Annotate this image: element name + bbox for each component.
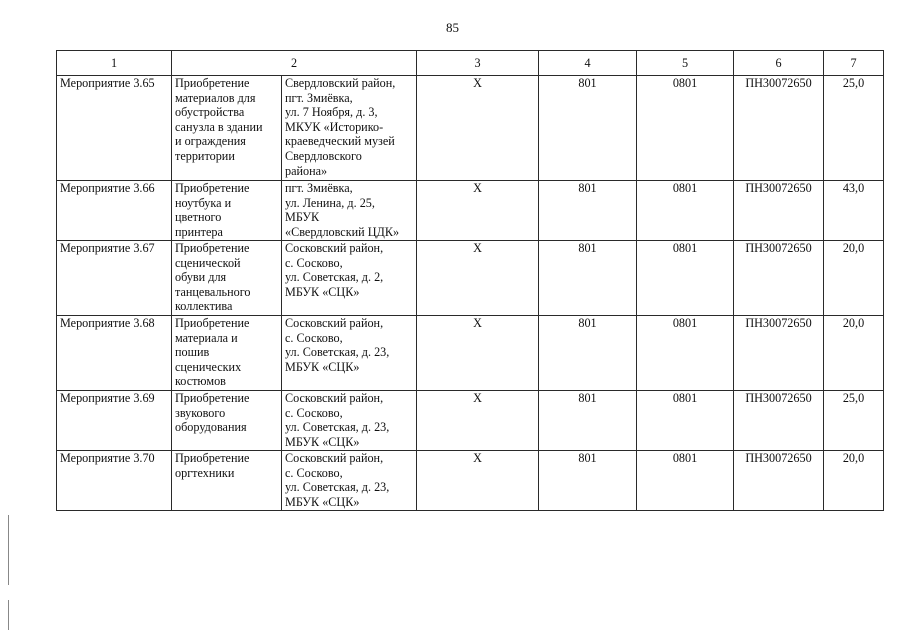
location-cell <box>282 76 417 181</box>
col5-cell: 0801 <box>637 76 734 181</box>
location-line: Свердловский район, <box>285 76 396 90</box>
measure-cell: Мероприятие 3.69 <box>57 391 172 451</box>
col7-cell: 20,0 <box>824 316 884 391</box>
col4-cell: 801 <box>539 181 637 241</box>
location-line: пгт. Змиёвка, <box>285 181 353 195</box>
name-line: ноутбука и <box>175 195 232 210</box>
location-line: краеведческий музей <box>285 134 395 149</box>
column-header: 2 <box>172 51 417 76</box>
name-line: пошив <box>175 345 210 360</box>
name-line: материала и <box>175 330 238 345</box>
col6-cell: ПН30072650 <box>734 241 824 316</box>
col7-cell: 43,0 <box>824 181 884 241</box>
name-cell <box>172 76 282 181</box>
name-line: коллектива <box>175 299 233 314</box>
column-header: 7 <box>824 51 884 76</box>
name-line: сценических <box>175 359 242 374</box>
col7-cell: 20,0 <box>824 241 884 316</box>
name-line: костюмов <box>175 374 226 389</box>
table-row <box>57 181 884 241</box>
col4-cell: 801 <box>539 451 637 511</box>
name-line: звукового <box>175 405 226 420</box>
measures-table <box>56 50 884 511</box>
name-line: и ограждения <box>175 134 246 149</box>
location-cell <box>282 451 417 511</box>
col3-cell: Х <box>417 76 539 181</box>
location-line: с. Сосково, <box>285 465 343 480</box>
col3-cell: Х <box>417 181 539 241</box>
location-cell <box>282 316 417 391</box>
col4-cell: 801 <box>539 316 637 391</box>
name-cell <box>172 241 282 316</box>
name-line: Приобретение <box>175 451 250 465</box>
name-line: оборудования <box>175 420 247 435</box>
page-number: 85 <box>446 20 459 35</box>
location-line: «Свердловский ЦДК» <box>285 224 400 239</box>
location-line: с. Сосково, <box>285 405 343 420</box>
location-line: ул. Советская, д. 2, <box>285 270 384 285</box>
col5-cell: 0801 <box>637 391 734 451</box>
col6-cell: ПН30072650 <box>734 316 824 391</box>
name-cell <box>172 181 282 241</box>
name-line: Приобретение <box>175 76 250 90</box>
location-line: с. Сосково, <box>285 255 343 270</box>
location-line: Сосковский район, <box>285 241 384 255</box>
col5-cell: 0801 <box>637 241 734 316</box>
table-row <box>57 316 884 391</box>
location-line: пгт. Змиёвка, <box>285 90 353 105</box>
location-line: МБУК «СЦК» <box>285 434 360 449</box>
location-line: ул. Советская, д. 23, <box>285 420 390 435</box>
location-line: ул. Советская, д. 23, <box>285 345 390 360</box>
name-line: обустройства <box>175 105 245 120</box>
location-line: МБУК «СЦК» <box>285 284 360 299</box>
name-line: обуви для <box>175 270 227 285</box>
table-row <box>57 241 884 316</box>
name-line: Приобретение <box>175 181 250 195</box>
name-line: цветного <box>175 210 222 225</box>
name-line: принтера <box>175 224 223 239</box>
col7-cell: 20,0 <box>824 451 884 511</box>
location-line: ул. 7 Ноября, д. 3, <box>285 105 378 120</box>
col4-cell: 801 <box>539 241 637 316</box>
name-cell <box>172 451 282 511</box>
location-cell <box>282 241 417 316</box>
location-line: Сосковский район, <box>285 316 384 330</box>
col6-cell: ПН30072650 <box>734 391 824 451</box>
col4-cell: 801 <box>539 76 637 181</box>
col3-cell: Х <box>417 316 539 391</box>
col5-cell: 0801 <box>637 181 734 241</box>
col6-cell: ПН30072650 <box>734 451 824 511</box>
column-header: 6 <box>734 51 824 76</box>
name-line: оргтехники <box>175 465 235 480</box>
col3-cell: Х <box>417 391 539 451</box>
location-line: с. Сосково, <box>285 330 343 345</box>
location-line: МБУК «СЦК» <box>285 359 360 374</box>
name-line: Приобретение <box>175 391 250 405</box>
location-line: МКУК «Историко- <box>285 119 384 134</box>
col7-cell: 25,0 <box>824 391 884 451</box>
location-cell <box>282 181 417 241</box>
col5-cell: 0801 <box>637 316 734 391</box>
location-line: района» <box>285 163 328 178</box>
col4-cell: 801 <box>539 391 637 451</box>
col3-cell: Х <box>417 451 539 511</box>
location-line: Сосковский район, <box>285 451 384 465</box>
name-cell <box>172 316 282 391</box>
measure-cell: Мероприятие 3.67 <box>57 241 172 316</box>
name-line: Приобретение <box>175 316 250 330</box>
location-line: ул. Ленина, д. 25, <box>285 195 375 210</box>
name-line: территории <box>175 148 235 163</box>
col7-cell: 25,0 <box>824 76 884 181</box>
table-row <box>57 451 884 511</box>
measure-cell: Мероприятие 3.70 <box>57 451 172 511</box>
column-header: 4 <box>539 51 637 76</box>
table-row <box>57 391 884 451</box>
table-row <box>57 76 884 181</box>
name-line: танцевального <box>175 284 251 299</box>
measure-cell: Мероприятие 3.66 <box>57 181 172 241</box>
measure-cell: Мероприятие 3.68 <box>57 316 172 391</box>
col6-cell: ПН30072650 <box>734 181 824 241</box>
measure-cell: Мероприятие 3.65 <box>57 76 172 181</box>
col6-cell: ПН30072650 <box>734 76 824 181</box>
location-line: Сосковский район, <box>285 391 384 405</box>
name-line: санузла в здании <box>175 119 263 134</box>
header-row <box>57 51 884 76</box>
scan-margin-mark <box>8 600 9 630</box>
col5-cell: 0801 <box>637 451 734 511</box>
col3-cell: Х <box>417 241 539 316</box>
column-header: 1 <box>57 51 172 76</box>
location-line: МБУК «СЦК» <box>285 494 360 509</box>
scan-margin-mark <box>8 515 9 585</box>
name-line: Приобретение <box>175 241 250 255</box>
name-line: материалов для <box>175 90 256 105</box>
location-line: Свердловского <box>285 148 362 163</box>
name-line: сценической <box>175 255 241 270</box>
location-cell <box>282 391 417 451</box>
name-cell <box>172 391 282 451</box>
column-header: 5 <box>637 51 734 76</box>
column-header: 3 <box>417 51 539 76</box>
location-line: ул. Советская, д. 23, <box>285 480 390 495</box>
location-line: МБУК <box>285 210 320 225</box>
